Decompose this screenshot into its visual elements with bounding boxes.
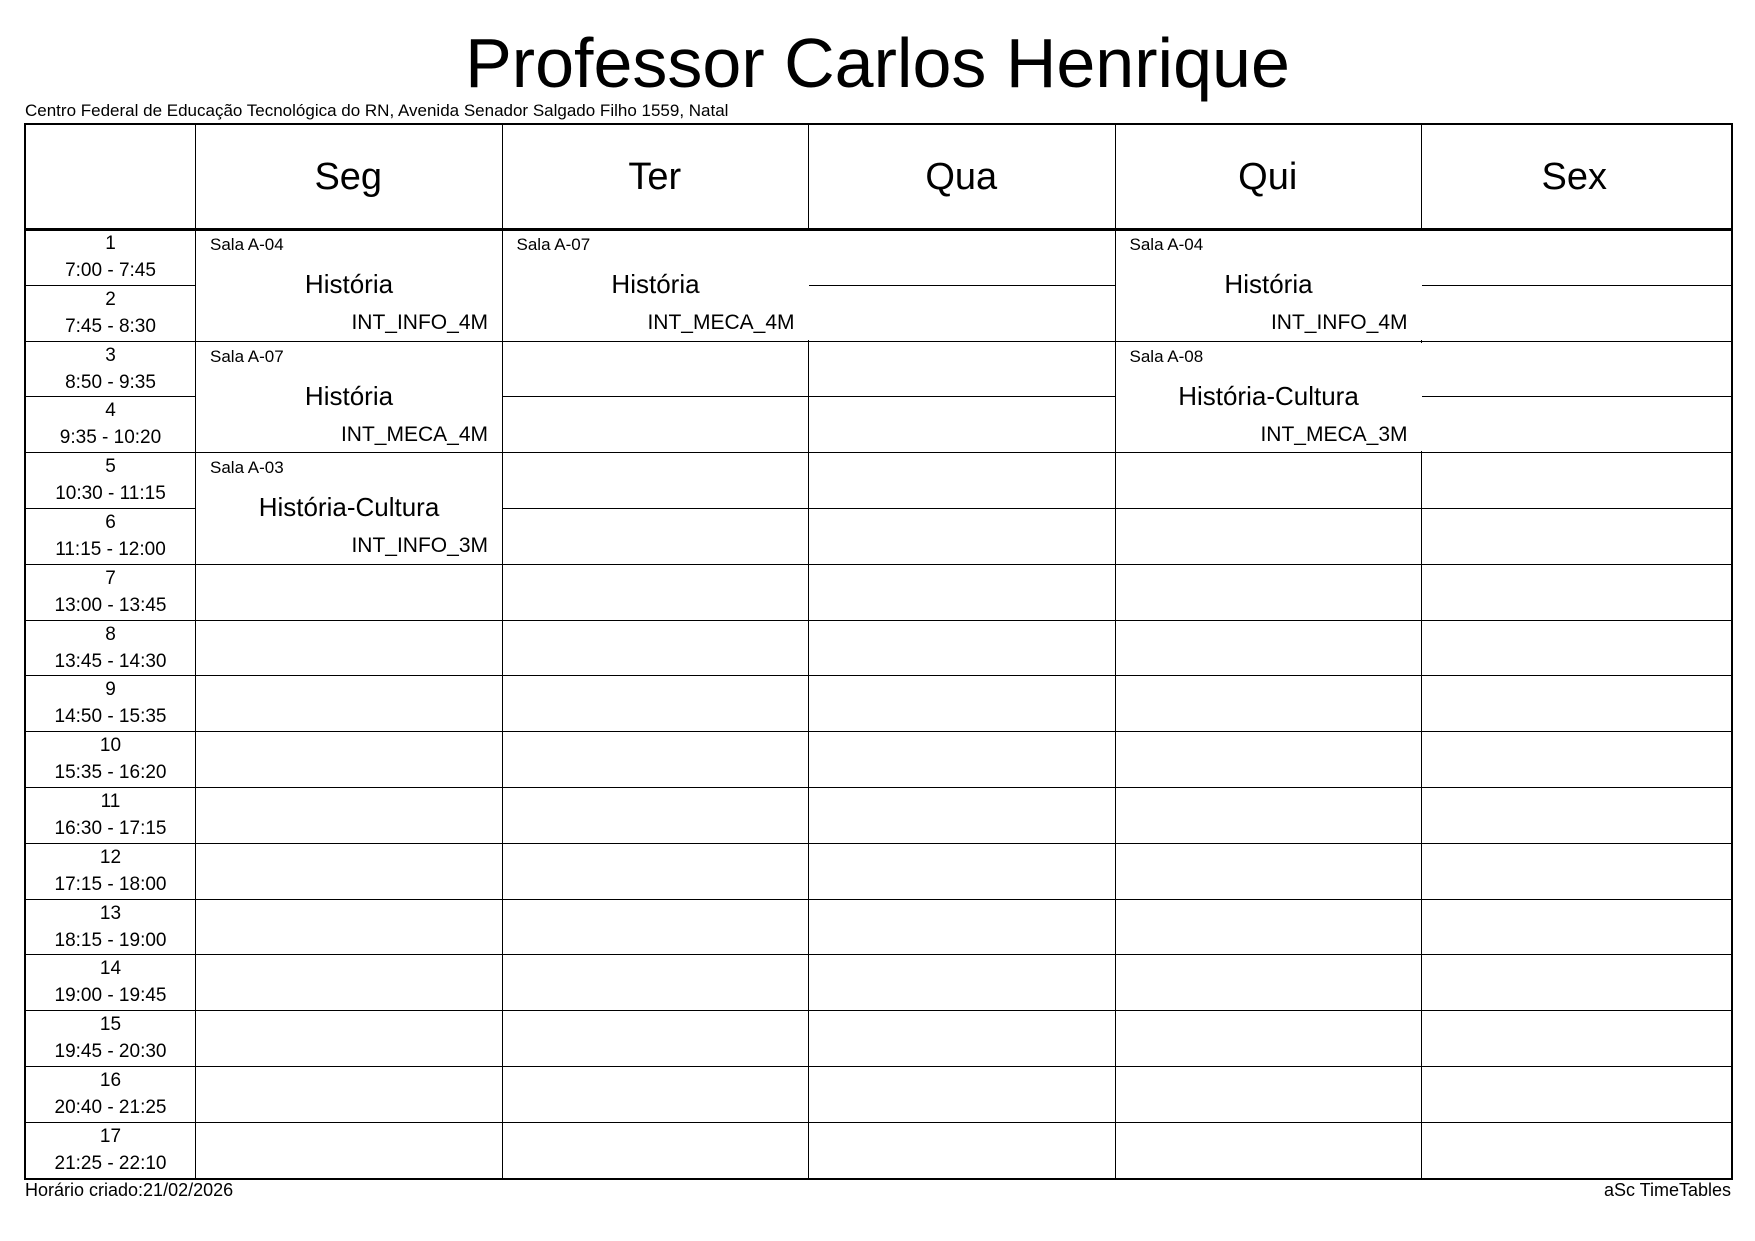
period-label xyxy=(26,675,195,731)
lesson-class: INT_MECA_4M xyxy=(340,422,488,446)
period-label xyxy=(26,564,195,620)
lesson-subject: História-Cultura xyxy=(1178,380,1359,411)
period-time: 16:30 - 17:15 xyxy=(54,818,167,839)
timetable-grid xyxy=(24,123,1733,1180)
period-label xyxy=(26,899,195,955)
period-number: 13 xyxy=(99,902,122,924)
generator-label: aSc TimeTables xyxy=(1603,1180,1731,1200)
period-time: 7:45 - 8:30 xyxy=(65,315,156,337)
period-label xyxy=(26,396,195,452)
created-date: Horário criado:21/02/2026 xyxy=(25,1180,234,1200)
grid-row-line xyxy=(26,1122,1731,1123)
period-time: 15:35 - 16:20 xyxy=(54,762,167,784)
period-time: 19:00 - 19:45 xyxy=(54,985,167,1007)
grid-row-line xyxy=(26,341,1731,342)
lesson-class: INT_MECA_4M xyxy=(647,311,795,334)
period-time: 20:40 - 21:25 xyxy=(54,1097,167,1118)
period-time: 9:35 - 10:20 xyxy=(59,427,162,449)
lesson-subject: História-Cultura xyxy=(258,492,440,523)
period-label xyxy=(26,285,195,341)
period-number: 11 xyxy=(100,791,121,812)
period-label xyxy=(26,452,195,508)
period-label xyxy=(26,620,195,676)
grid-row-line xyxy=(26,954,1731,955)
grid-row-line xyxy=(26,787,1731,788)
period-number: 10 xyxy=(99,735,122,757)
day-header: Qui xyxy=(1238,155,1298,198)
period-number: 3 xyxy=(105,344,116,366)
grid-row-line xyxy=(26,731,1731,732)
period-label xyxy=(26,508,195,564)
day-header: Qua xyxy=(925,155,998,198)
period-label xyxy=(26,954,195,1010)
lesson-room: Sala A-03 xyxy=(210,458,284,478)
period-label xyxy=(26,843,195,899)
period-label xyxy=(26,341,195,397)
period-time: 14:50 - 15:35 xyxy=(54,706,167,728)
period-time: 7:00 - 7:45 xyxy=(65,260,156,281)
period-number: 14 xyxy=(99,958,122,980)
lesson-card[interactable] xyxy=(1116,231,1422,340)
lesson-room: Sala A-04 xyxy=(210,235,284,254)
period-time: 8:50 - 9:35 xyxy=(65,371,156,393)
period-label xyxy=(26,731,195,787)
grid-row-line xyxy=(26,1010,1731,1011)
lesson-subject: História xyxy=(611,269,700,299)
lesson-subject: História xyxy=(1224,269,1313,299)
grid-row-line xyxy=(26,452,1731,453)
period-label xyxy=(26,229,195,285)
lesson-room: Sala A-07 xyxy=(210,346,284,366)
period-label xyxy=(26,787,195,843)
period-number: 8 xyxy=(105,623,116,645)
day-header: Seg xyxy=(314,155,383,198)
lesson-subject: História xyxy=(304,269,394,299)
period-time: 21:25 - 22:10 xyxy=(54,1152,167,1174)
grid-row-line xyxy=(26,620,1731,621)
period-time: 17:15 - 18:00 xyxy=(54,873,167,895)
period-time: 18:15 - 19:00 xyxy=(54,929,167,951)
period-number: 4 xyxy=(105,400,116,422)
period-time: 19:45 - 20:30 xyxy=(54,1041,167,1063)
lesson-card[interactable] xyxy=(196,231,502,340)
period-label xyxy=(26,1066,195,1122)
page-title: Professor Carlos Henrique xyxy=(465,24,1290,102)
lesson-class: INT_MECA_3M xyxy=(1260,422,1408,446)
lesson-card[interactable] xyxy=(1116,343,1422,452)
period-number: 6 xyxy=(105,512,116,533)
lesson-class: INT_INFO_4M xyxy=(1270,311,1408,334)
period-number: 7 xyxy=(105,567,116,589)
lesson-card[interactable] xyxy=(196,454,502,563)
period-number: 12 xyxy=(99,846,122,868)
grid-row-line xyxy=(26,675,1731,676)
day-header: Ter xyxy=(628,155,682,198)
lesson-room: Sala A-07 xyxy=(516,235,591,254)
lesson-card[interactable] xyxy=(503,231,809,340)
period-number: 2 xyxy=(105,288,116,310)
lesson-card[interactable] xyxy=(196,343,502,452)
lesson-room: Sala A-08 xyxy=(1129,346,1204,366)
grid-row-line xyxy=(26,1066,1731,1067)
grid-row-line xyxy=(26,843,1731,844)
lesson-room: Sala A-04 xyxy=(1129,235,1204,254)
school-address: Centro Federal de Educação Tecnológica do RN, Avenida Senador Salgado Filho 1559, Natal xyxy=(25,101,729,120)
period-number: 16 xyxy=(99,1070,122,1091)
period-number: 17 xyxy=(99,1125,122,1147)
lesson-class: INT_INFO_3M xyxy=(351,534,488,558)
period-number: 1 xyxy=(105,233,116,254)
period-time: 13:00 - 13:45 xyxy=(54,594,167,616)
lesson-class: INT_INFO_4M xyxy=(351,311,488,334)
period-time: 13:45 - 14:30 xyxy=(54,650,167,672)
grid-row-line xyxy=(26,899,1731,900)
period-number: 15 xyxy=(99,1014,122,1036)
period-time: 11:15 - 12:00 xyxy=(55,539,166,560)
period-number: 9 xyxy=(105,679,116,701)
period-label xyxy=(26,1122,195,1178)
period-number: 5 xyxy=(105,456,116,478)
grid-row-line xyxy=(26,564,1731,565)
day-header: Sex xyxy=(1541,155,1607,198)
period-label xyxy=(26,1010,195,1066)
period-time: 10:30 - 11:15 xyxy=(55,483,166,505)
lesson-subject: História xyxy=(304,380,394,411)
